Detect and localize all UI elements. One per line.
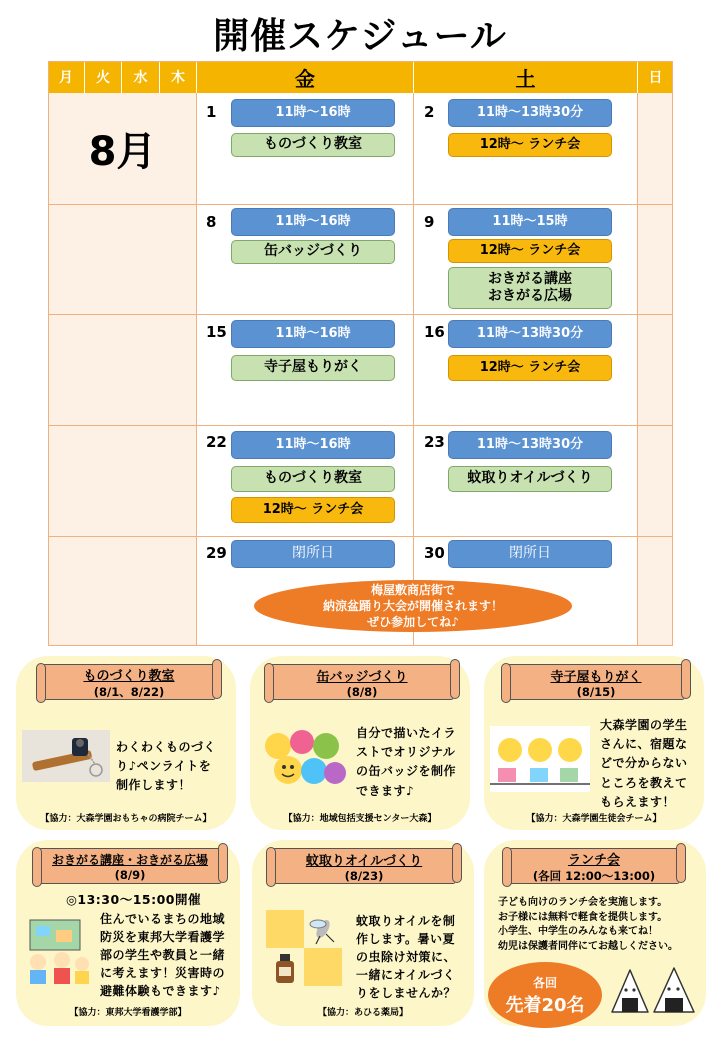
card-time: ◎13:30～15:00開催	[66, 892, 201, 907]
day-number: 22	[206, 433, 227, 451]
card-title: おきがる講座・おきがる広場	[51, 852, 208, 867]
header-mon: 月	[48, 61, 85, 93]
bon-odori-notice: 梅屋敷商店街で 納涼盆踊り大会が開催されます！ ぜひ参加してね♪	[254, 580, 572, 632]
day-number: 1	[206, 103, 217, 121]
day-number: 30	[424, 544, 445, 562]
time-pill: 11時～13時30分	[448, 99, 612, 127]
day-number: 8	[206, 213, 217, 231]
disaster-class-illustration	[22, 916, 94, 986]
card-title-scroll	[507, 664, 685, 700]
card-title: 缶バッジづくり	[316, 669, 408, 685]
card-title: 寺子屋もりがく	[550, 669, 642, 685]
time-pill: 11時～16時	[231, 208, 395, 236]
card-description: 子ども向けのランチ会を実施します。 お子様には無料で軽食を提供します。 小学生、中学生のみんなも来てね！ 幼児は保護者同伴にてお越しください。	[498, 897, 678, 952]
card-title-scroll	[272, 848, 456, 884]
event-pill: 12時～ ランチ会	[448, 133, 612, 157]
card-description: わくわくものづく り♪ペンライトを 制作します！	[116, 740, 217, 793]
card-cooperation: 【協力：大森学園おもちゃの病院チーム】	[40, 814, 212, 824]
event-pill: ものづくり教室	[231, 466, 395, 492]
students-illustration	[490, 726, 590, 792]
time-pill: 11時～15時	[448, 208, 612, 236]
header-thu: 木	[160, 61, 197, 93]
card-description: 住んでいるまちの地域 防災を東邦大学看護学 部の学生や教員と一緒 に考えます！災害時の 避難体験もできます♪	[100, 912, 226, 998]
day-number: 15	[206, 323, 227, 341]
event-pill: 12時～ ランチ会	[231, 497, 395, 523]
header-sat: 土	[414, 61, 638, 93]
card-description: 自分で描いたイラ ストでオリジナル の缶バッジを制作 できます♪	[356, 726, 457, 798]
time-pill: 11時～13時30分	[448, 431, 612, 459]
day-number: 9	[424, 213, 435, 231]
event-pill: 12時～ ランチ会	[448, 355, 612, 381]
event-pill: 12時～ ランチ会	[448, 239, 612, 263]
card-date: (8/1、8/22)	[93, 684, 165, 699]
card-cooperation: 【協力：東邦大学看護学部】	[69, 1008, 187, 1018]
event-pill: おきがる講座 おきがる広場	[448, 267, 612, 309]
penlight-illustration	[22, 730, 110, 782]
card-description: 大森学園の学生 さんに、宿題な どで分からない ところを教えて もらえます！	[600, 718, 688, 809]
closed-pill: 閉所日	[448, 540, 612, 568]
time-pill: 11時～16時	[231, 431, 395, 459]
time-pill: 11時～16時	[231, 320, 395, 348]
card-date: (8/8)	[346, 684, 378, 699]
day-number: 2	[424, 103, 435, 121]
card-title: 蚊取りオイルづくり	[305, 853, 423, 869]
card-cooperation: 【協力：大森学園生徒会チーム】	[526, 814, 662, 824]
day-number: 16	[424, 323, 445, 341]
card-date: (各回 12:00～13:00)	[532, 868, 656, 883]
header-tue: 火	[85, 61, 122, 93]
oil-bottle-illustration	[272, 954, 298, 984]
day-number: 23	[424, 433, 445, 451]
card-date: (8/9)	[114, 867, 146, 882]
card-title-scroll	[42, 664, 216, 700]
event-pill: ものづくり教室	[231, 133, 395, 157]
event-pill: 缶バッジづくり	[231, 240, 395, 264]
day-number: 29	[206, 544, 227, 562]
card-title-scroll	[270, 664, 454, 700]
card-cooperation: 【協力：地域包括支援センター大森】	[283, 814, 437, 824]
card-date: (8/15)	[576, 684, 616, 699]
event-pill: 蚊取りオイルづくり	[448, 466, 612, 492]
header-sun: 日	[638, 61, 673, 93]
card-date: (8/23)	[344, 868, 384, 883]
card-description: 蚊取りオイルを制 作します。暑い夏 の虫除け対策に、 一緒にオイルづく りをしませんか？	[356, 914, 457, 1000]
page-title: 開催スケジュール	[213, 16, 507, 57]
time-pill: 11時～13時30分	[448, 320, 612, 348]
badges-illustration	[260, 726, 350, 794]
time-pill: 11時～16時	[231, 99, 395, 127]
calendar	[48, 61, 673, 646]
card-title-scroll	[508, 848, 680, 884]
onigiri-illustration	[608, 960, 698, 1016]
card-title: ランチ会	[567, 852, 620, 868]
capacity-badge: 各回 先着20名	[488, 962, 602, 1028]
month-label: 8月	[88, 128, 157, 175]
header-wed: 水	[122, 61, 160, 93]
closed-pill: 閉所日	[231, 540, 395, 568]
event-pill: 寺子屋もりがく	[231, 355, 395, 381]
card-title: ものづくり教室	[83, 668, 175, 684]
card-cooperation: 【協力：あひる薬局】	[317, 1008, 408, 1018]
header-fri: 金	[197, 61, 414, 93]
card-title-scroll	[38, 848, 222, 884]
